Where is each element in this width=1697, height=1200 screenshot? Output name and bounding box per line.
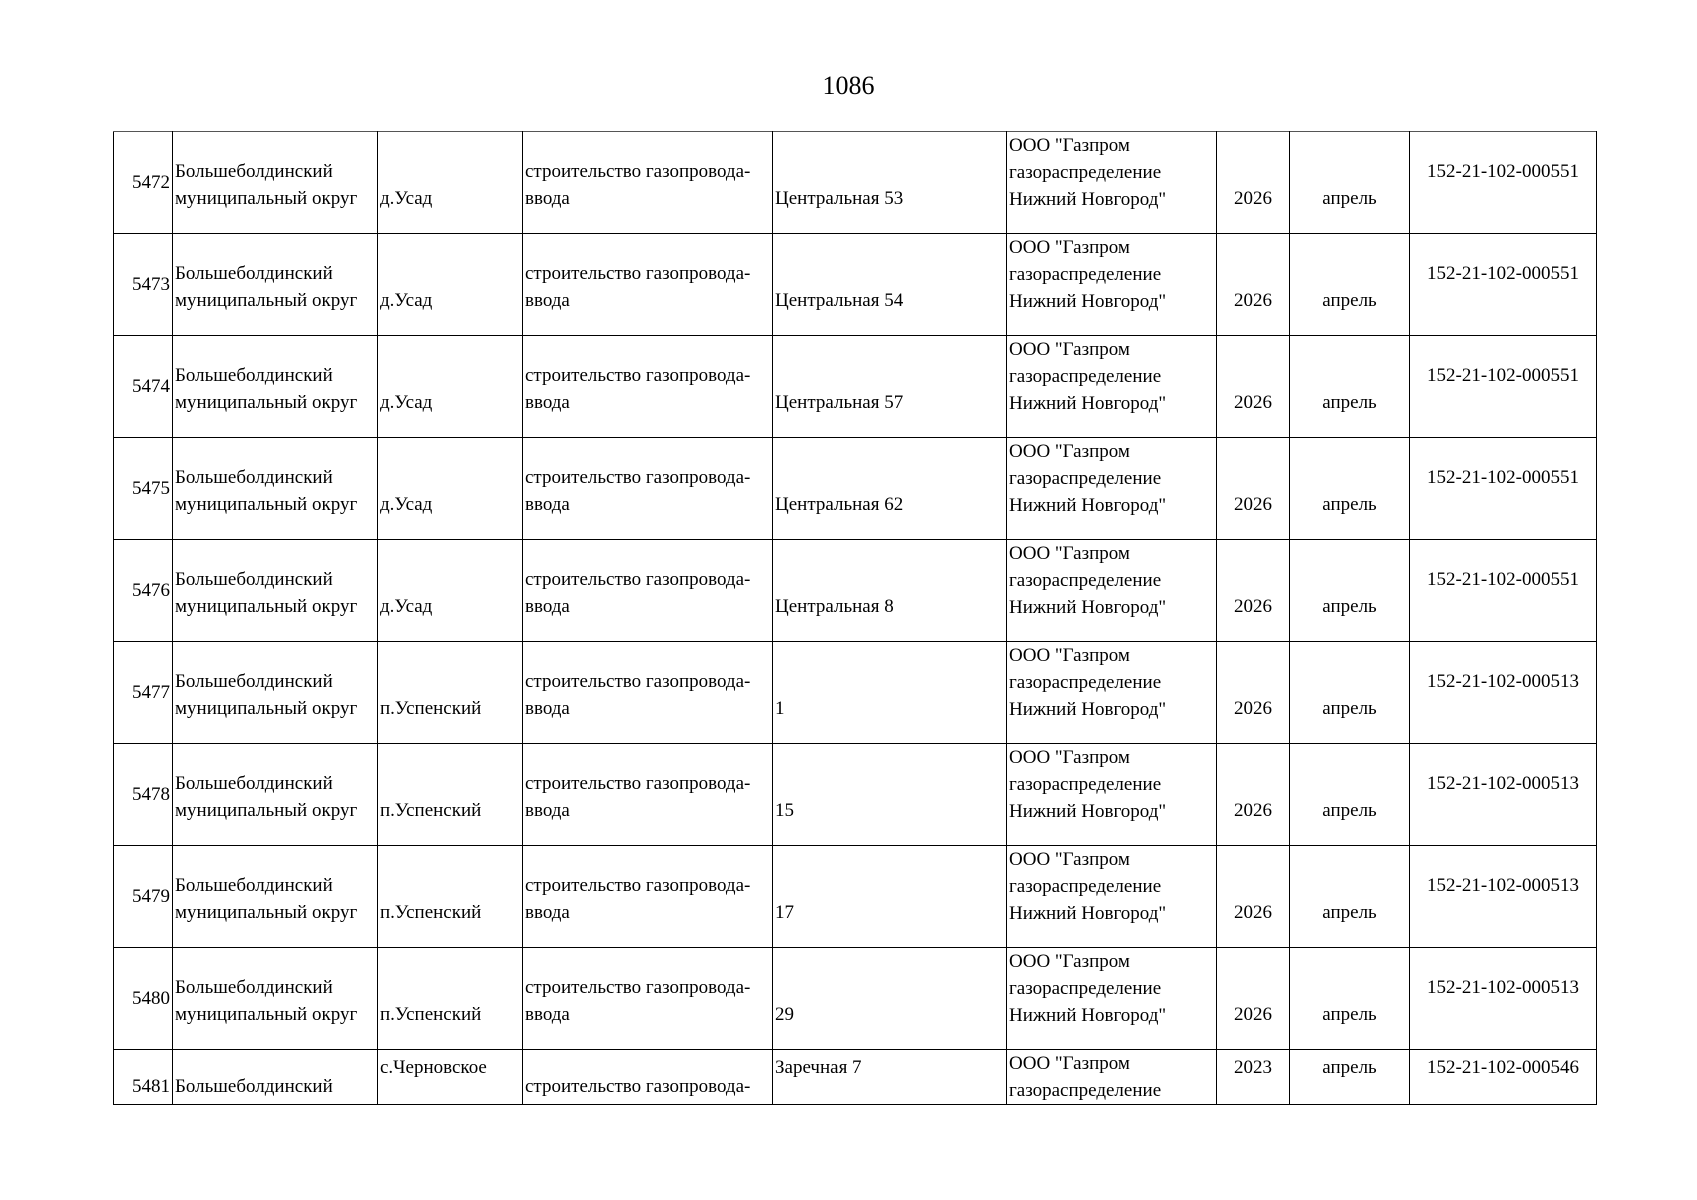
district-cell: Большеболдинский муниципальный округ xyxy=(173,642,378,744)
address-cell: 29 xyxy=(773,948,1007,1050)
code-cell: 152-21-102-000551 xyxy=(1410,336,1597,438)
table-row xyxy=(114,846,1597,948)
organization-cell: ООО "Газпром газораспределение Нижний Новгород" xyxy=(1007,336,1217,438)
month-cell: апрель xyxy=(1290,1050,1410,1105)
row-number: 5481 xyxy=(114,1050,173,1105)
settlement-cell: д.Усад xyxy=(378,336,523,438)
year-cell: 2026 xyxy=(1217,846,1290,948)
work-type-cell: строительство газопровода- ввода xyxy=(523,438,773,540)
code-cell: 152-21-102-000513 xyxy=(1410,744,1597,846)
organization-cell: ООО "Газпром газораспределение Нижний Новгород" xyxy=(1007,234,1217,336)
month-cell: апрель xyxy=(1290,234,1410,336)
address-cell: 17 xyxy=(773,846,1007,948)
year-cell: 2026 xyxy=(1217,438,1290,540)
year-cell: 2026 xyxy=(1217,540,1290,642)
month-cell: апрель xyxy=(1290,744,1410,846)
work-type-cell: строительство газопровода- xyxy=(523,1050,773,1105)
table-row xyxy=(114,540,1597,642)
table-row xyxy=(114,234,1597,336)
settlement-cell: д.Усад xyxy=(378,540,523,642)
work-type-cell: строительство газопровода- ввода xyxy=(523,642,773,744)
month-cell: апрель xyxy=(1290,438,1410,540)
code-cell: 152-21-102-000546 xyxy=(1410,1050,1597,1105)
row-number: 5475 xyxy=(114,438,173,540)
district-cell: Большеболдинский муниципальный округ xyxy=(173,744,378,846)
district-cell: Большеболдинский муниципальный округ xyxy=(173,234,378,336)
work-type-cell: строительство газопровода- ввода xyxy=(523,948,773,1050)
work-type-cell: строительство газопровода- ввода xyxy=(523,132,773,234)
settlement-cell: с.Черновское xyxy=(378,1050,523,1105)
settlement-cell: д.Усад xyxy=(378,234,523,336)
row-number: 5472 xyxy=(114,132,173,234)
district-cell: Большеболдинский муниципальный округ xyxy=(173,438,378,540)
year-cell: 2026 xyxy=(1217,234,1290,336)
address-cell: Центральная 54 xyxy=(773,234,1007,336)
organization-cell: ООО "Газпром газораспределение Нижний Новгород" xyxy=(1007,948,1217,1050)
code-cell: 152-21-102-000513 xyxy=(1410,642,1597,744)
settlement-cell: п.Успенский xyxy=(378,846,523,948)
year-cell: 2026 xyxy=(1217,948,1290,1050)
district-cell: Большеболдинский xyxy=(173,1050,378,1105)
work-type-cell: строительство газопровода- ввода xyxy=(523,744,773,846)
settlement-cell: д.Усад xyxy=(378,438,523,540)
settlement-cell: д.Усад xyxy=(378,132,523,234)
code-cell: 152-21-102-000551 xyxy=(1410,234,1597,336)
address-cell: Центральная 62 xyxy=(773,438,1007,540)
month-cell: апрель xyxy=(1290,948,1410,1050)
work-type-cell: строительство газопровода- ввода xyxy=(523,846,773,948)
row-number: 5478 xyxy=(114,744,173,846)
code-cell: 152-21-102-000551 xyxy=(1410,438,1597,540)
month-cell: апрель xyxy=(1290,336,1410,438)
settlement-cell: п.Успенский xyxy=(378,642,523,744)
address-cell: Центральная 53 xyxy=(773,132,1007,234)
district-cell: Большеболдинский муниципальный округ xyxy=(173,336,378,438)
district-cell: Большеболдинский муниципальный округ xyxy=(173,948,378,1050)
month-cell: апрель xyxy=(1290,846,1410,948)
month-cell: апрель xyxy=(1290,642,1410,744)
year-cell: 2023 xyxy=(1217,1050,1290,1105)
address-cell: Центральная 8 xyxy=(773,540,1007,642)
address-cell: 15 xyxy=(773,744,1007,846)
address-cell: 1 xyxy=(773,642,1007,744)
work-type-cell: строительство газопровода- ввода xyxy=(523,336,773,438)
address-cell: Заречная 7 xyxy=(773,1050,1007,1105)
row-number: 5474 xyxy=(114,336,173,438)
organization-cell: ООО "Газпром газораспределение Нижний Новгород" xyxy=(1007,438,1217,540)
address-cell: Центральная 57 xyxy=(773,336,1007,438)
district-cell: Большеболдинский муниципальный округ xyxy=(173,540,378,642)
organization-cell: ООО "Газпром газораспределение Нижний Новгород" xyxy=(1007,744,1217,846)
year-cell: 2026 xyxy=(1217,642,1290,744)
page-number: 1086 xyxy=(822,71,875,100)
year-cell: 2026 xyxy=(1217,744,1290,846)
code-cell: 152-21-102-000513 xyxy=(1410,948,1597,1050)
settlement-cell: п.Успенский xyxy=(378,948,523,1050)
year-cell: 2026 xyxy=(1217,132,1290,234)
organization-cell: ООО "Газпром газораспределение Нижний Новгород" xyxy=(1007,540,1217,642)
work-type-cell: строительство газопровода- ввода xyxy=(523,234,773,336)
row-number: 5476 xyxy=(114,540,173,642)
gas-pipeline-registry-table xyxy=(113,131,1597,1105)
table-row xyxy=(114,642,1597,744)
settlement-cell: п.Успенский xyxy=(378,744,523,846)
code-cell: 152-21-102-000551 xyxy=(1410,540,1597,642)
table-row xyxy=(114,948,1597,1050)
row-number: 5480 xyxy=(114,948,173,1050)
month-cell: апрель xyxy=(1290,540,1410,642)
organization-cell: ООО "Газпром газораспределение xyxy=(1007,1050,1217,1105)
table-body xyxy=(114,132,1597,1105)
year-cell: 2026 xyxy=(1217,336,1290,438)
code-cell: 152-21-102-000551 xyxy=(1410,132,1597,234)
row-number: 5477 xyxy=(114,642,173,744)
organization-cell: ООО "Газпром газораспределение Нижний Новгород" xyxy=(1007,132,1217,234)
organization-cell: ООО "Газпром газораспределение Нижний Новгород" xyxy=(1007,642,1217,744)
table-row xyxy=(114,336,1597,438)
row-number: 5479 xyxy=(114,846,173,948)
table-row xyxy=(114,132,1597,234)
table-row xyxy=(114,744,1597,846)
code-cell: 152-21-102-000513 xyxy=(1410,846,1597,948)
row-number: 5473 xyxy=(114,234,173,336)
district-cell: Большеболдинский муниципальный округ xyxy=(173,132,378,234)
district-cell: Большеболдинский муниципальный округ xyxy=(173,846,378,948)
work-type-cell: строительство газопровода- ввода xyxy=(523,540,773,642)
table-row xyxy=(114,438,1597,540)
month-cell: апрель xyxy=(1290,132,1410,234)
organization-cell: ООО "Газпром газораспределение Нижний Новгород" xyxy=(1007,846,1217,948)
table-row xyxy=(114,1050,1597,1105)
